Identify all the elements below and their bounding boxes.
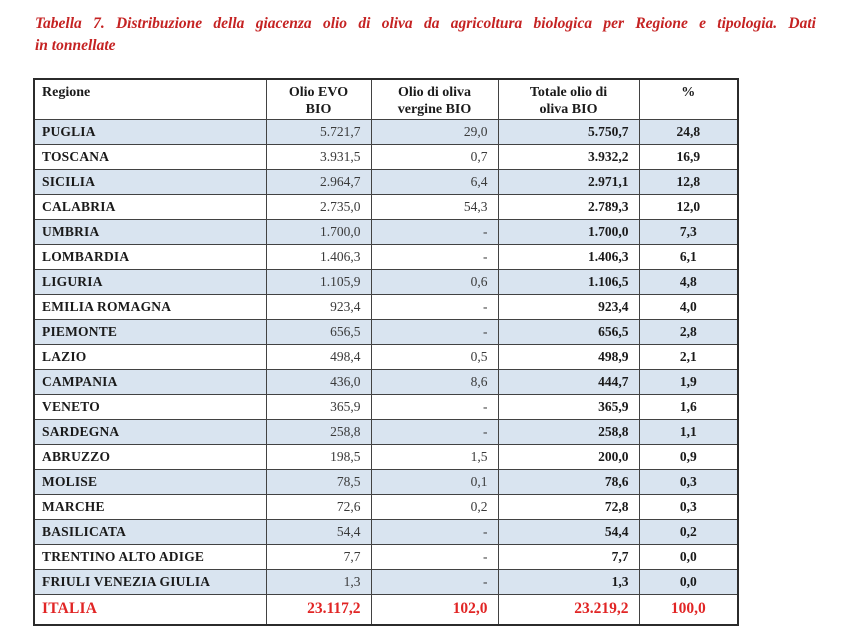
- olio-vergine-cell: 0,6: [371, 270, 498, 295]
- table-row: [34, 520, 738, 545]
- olio-vergine-cell: 0,2: [371, 495, 498, 520]
- table-row: [34, 120, 738, 145]
- table-header: [34, 79, 738, 120]
- olio-vergine-cell: 8,6: [371, 370, 498, 395]
- olio-evo-cell: 3.931,5: [266, 145, 371, 170]
- table-row: [34, 445, 738, 470]
- totale-cell: 1.106,5: [498, 270, 639, 295]
- table-row: [34, 245, 738, 270]
- table-row: [34, 395, 738, 420]
- table-caption-line1: Tabella 7. Distribuzione della giacenza olio di oliva da agricoltura biologica per Regione e tipologia. Dati: [35, 15, 816, 32]
- percent-cell: 6,1: [639, 245, 738, 270]
- olio-vergine-cell: -: [371, 570, 498, 595]
- percent-cell: 1,6: [639, 395, 738, 420]
- totale-cell: 3.932,2: [498, 145, 639, 170]
- percent-cell: 0,0: [639, 545, 738, 570]
- olio-evo-cell: 54,4: [266, 520, 371, 545]
- table-row: [34, 345, 738, 370]
- col-header-label: Olio EVO: [288, 85, 349, 100]
- table-row: [34, 420, 738, 445]
- region-cell: PIEMONTE: [34, 320, 266, 345]
- olive-oil-stock-table: [33, 78, 739, 626]
- totale-cell: 72,8: [498, 495, 639, 520]
- totale-cell: 1.700,0: [498, 220, 639, 245]
- olio-vergine-cell: -: [371, 245, 498, 270]
- olio-vergine-cell: 0,5: [371, 345, 498, 370]
- olio-vergine-cell: -: [371, 320, 498, 345]
- region-cell: CALABRIA: [34, 195, 266, 220]
- region-cell: ABRUZZO: [34, 445, 266, 470]
- olio-vergine-cell: -: [371, 545, 498, 570]
- col-header-label: %: [681, 85, 696, 100]
- table-row: [34, 495, 738, 520]
- olio-evo-cell: 78,5: [266, 470, 371, 495]
- percent-cell: 1,9: [639, 370, 738, 395]
- totale-cell: 7,7: [498, 545, 639, 570]
- olio-evo-cell: 198,5: [266, 445, 371, 470]
- region-cell: ITALIA: [34, 595, 266, 625]
- total-row: [34, 595, 738, 625]
- region-cell: LAZIO: [34, 345, 266, 370]
- percent-cell: 4,0: [639, 295, 738, 320]
- table-row: [34, 220, 738, 245]
- table-row: [34, 195, 738, 220]
- table-row: [34, 570, 738, 595]
- col-header-label: Totale olio di: [529, 85, 608, 100]
- table-row: [34, 270, 738, 295]
- olio-vergine-cell: -: [371, 420, 498, 445]
- totale-cell: 656,5: [498, 320, 639, 345]
- olio-evo-cell: 2.964,7: [266, 170, 371, 195]
- totale-cell: 2.789,3: [498, 195, 639, 220]
- olio-evo-cell: 1,3: [266, 570, 371, 595]
- col-header-olio-evo-bio: [266, 79, 371, 120]
- percent-cell: 2,8: [639, 320, 738, 345]
- table-caption: [35, 13, 816, 57]
- percent-cell: 0,2: [639, 520, 738, 545]
- totale-cell: 498,9: [498, 345, 639, 370]
- olio-evo-cell: 498,4: [266, 345, 371, 370]
- col-header-label: Regione: [42, 85, 91, 100]
- table-row: [34, 145, 738, 170]
- totale-cell: 1,3: [498, 570, 639, 595]
- region-cell: EMILIA ROMAGNA: [34, 295, 266, 320]
- percent-cell: 12,0: [639, 195, 738, 220]
- col-header-label: BIO: [305, 102, 332, 117]
- percent-cell: 12,8: [639, 170, 738, 195]
- olio-vergine-cell: -: [371, 220, 498, 245]
- olio-evo-cell: 258,8: [266, 420, 371, 445]
- olio-vergine-cell: 102,0: [371, 595, 498, 625]
- olio-evo-cell: 72,6: [266, 495, 371, 520]
- region-cell: VENETO: [34, 395, 266, 420]
- col-header-label: vergine BIO: [397, 102, 472, 117]
- col-header-label: Olio di oliva: [397, 85, 472, 100]
- percent-cell: 100,0: [639, 595, 738, 625]
- totale-cell: 2.971,1: [498, 170, 639, 195]
- olio-evo-cell: 923,4: [266, 295, 371, 320]
- region-cell: SICILIA: [34, 170, 266, 195]
- totale-cell: 5.750,7: [498, 120, 639, 145]
- table-row: [34, 295, 738, 320]
- region-cell: UMBRIA: [34, 220, 266, 245]
- olio-vergine-cell: -: [371, 395, 498, 420]
- table-row: [34, 320, 738, 345]
- table-caption-line2: in tonnellate: [35, 37, 116, 54]
- olio-vergine-cell: 54,3: [371, 195, 498, 220]
- olio-evo-cell: 2.735,0: [266, 195, 371, 220]
- region-cell: FRIULI VENEZIA GIULIA: [34, 570, 266, 595]
- olio-vergine-cell: 1,5: [371, 445, 498, 470]
- totale-cell: 365,9: [498, 395, 639, 420]
- totale-cell: 200,0: [498, 445, 639, 470]
- region-cell: BASILICATA: [34, 520, 266, 545]
- percent-cell: 2,1: [639, 345, 738, 370]
- percent-cell: 0,3: [639, 495, 738, 520]
- region-cell: LIGURIA: [34, 270, 266, 295]
- olio-vergine-cell: -: [371, 295, 498, 320]
- col-header-totale-olio-bio: [498, 79, 639, 120]
- olio-evo-cell: 1.406,3: [266, 245, 371, 270]
- table-row: [34, 470, 738, 495]
- col-header-regione: [34, 79, 266, 120]
- olio-evo-cell: 436,0: [266, 370, 371, 395]
- region-cell: CAMPANIA: [34, 370, 266, 395]
- header-row: [34, 79, 738, 120]
- olio-evo-cell: 5.721,7: [266, 120, 371, 145]
- col-header-label: oliva BIO: [539, 102, 598, 117]
- region-cell: TRENTINO ALTO ADIGE: [34, 545, 266, 570]
- percent-cell: 0,9: [639, 445, 738, 470]
- olio-evo-cell: 7,7: [266, 545, 371, 570]
- olio-evo-cell: 656,5: [266, 320, 371, 345]
- table-row: [34, 370, 738, 395]
- olio-vergine-cell: 0,7: [371, 145, 498, 170]
- col-header-percent: [639, 79, 738, 120]
- col-header-olio-vergine-bio: [371, 79, 498, 120]
- percent-cell: 24,8: [639, 120, 738, 145]
- percent-cell: 0,0: [639, 570, 738, 595]
- totale-cell: 1.406,3: [498, 245, 639, 270]
- region-cell: LOMBARDIA: [34, 245, 266, 270]
- totale-cell: 923,4: [498, 295, 639, 320]
- region-cell: PUGLIA: [34, 120, 266, 145]
- olio-evo-cell: 1.105,9: [266, 270, 371, 295]
- percent-cell: 0,3: [639, 470, 738, 495]
- table-body: [34, 120, 738, 625]
- percent-cell: 16,9: [639, 145, 738, 170]
- region-cell: MOLISE: [34, 470, 266, 495]
- table-row: [34, 545, 738, 570]
- percent-cell: 7,3: [639, 220, 738, 245]
- region-cell: TOSCANA: [34, 145, 266, 170]
- region-cell: MARCHE: [34, 495, 266, 520]
- table-row: [34, 170, 738, 195]
- olio-vergine-cell: 0,1: [371, 470, 498, 495]
- percent-cell: 1,1: [639, 420, 738, 445]
- region-cell: SARDEGNA: [34, 420, 266, 445]
- olio-evo-cell: 23.117,2: [266, 595, 371, 625]
- totale-cell: 444,7: [498, 370, 639, 395]
- olio-evo-cell: 1.700,0: [266, 220, 371, 245]
- olio-vergine-cell: 29,0: [371, 120, 498, 145]
- olio-evo-cell: 365,9: [266, 395, 371, 420]
- olio-vergine-cell: 6,4: [371, 170, 498, 195]
- totale-cell: 54,4: [498, 520, 639, 545]
- totale-cell: 23.219,2: [498, 595, 639, 625]
- percent-cell: 4,8: [639, 270, 738, 295]
- totale-cell: 78,6: [498, 470, 639, 495]
- olio-vergine-cell: -: [371, 520, 498, 545]
- totale-cell: 258,8: [498, 420, 639, 445]
